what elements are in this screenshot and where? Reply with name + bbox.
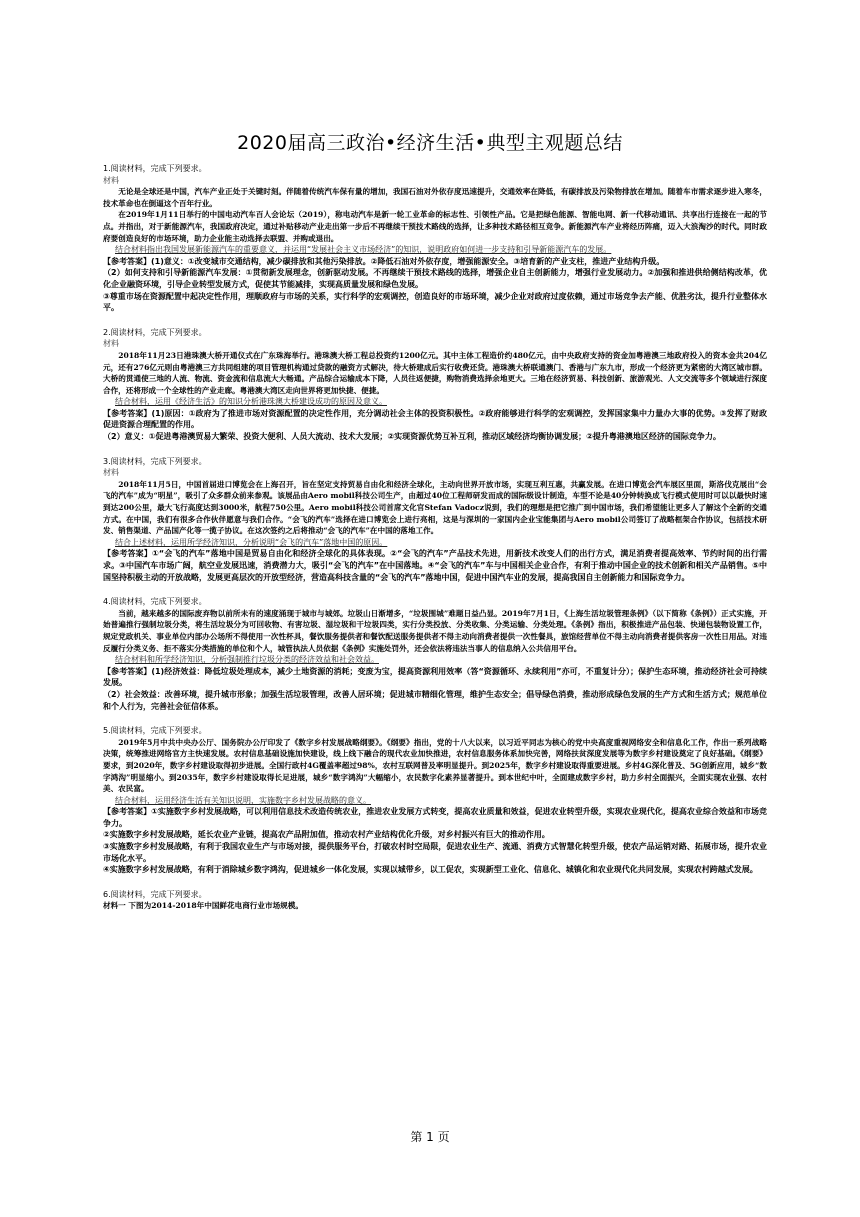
material-one-line: 材料一 下图为2014-2018年中国鲜花电商行业市场规模。 [103, 901, 303, 911]
answer-paragraph: （2）如何支持和引导新能源汽车发展：①贯彻新发展理念，创新驱动发展。不再继续干预技术路线的选择，增强企业自主创新能力，增强行业发展动力。②加强和推进供给侧结构改革，优化企业融资环境，引导企业转型发展方式，促使其节能减排，实现高质量发展和绿色发展。 [103, 268, 767, 289]
material-paragraph: 2018年11月5日，中国首届进口博览会在上海召开，旨在坚定支持贸易自由化和经济全球化，主动向世界开放市场，实现互利互惠，共赢发展。在进口博览会汽车展区里面，斯洛伐克展出“会飞的汽车”成为“明星”，吸引了众多群众前来参观。该展品由Aero mobil科技公司生产，由超过40位工程师研发而成的国际级设计制造，车型不论是40分钟转换成飞行模式使用时可以以最快时速到达200公里，最大飞行高度达到3000米，航程750公里。Aero mobil科技公司首席文化官Stefan Vadocz说到，我们的理想是把它推广到中国市场，我们希望能让更多人了解这个全新的交通方式。在中国，我们有很多合作伙伴愿意与我们合作。“会飞的汽车”选择在进口博览会上进行亮相，这是与深圳的一家国内企业宝能集团与Aero mobil公司签订了战略框架合作协议，包括技术研发、销售渠道、产品国产化等一揽子协议。在这次签约之后将推动“会飞的汽车”在中国的落地工作。 [103, 479, 767, 536]
document-body [103, 163, 767, 925]
answer-paragraph: （2）意义：①促进粤港澳贸易大繁荣、投资大便利、人员大流动、技术大发展；②实现资源优势互补互利，推动区域经济均衡协调发展；②提升粤港澳地区经济的国际竞争力。 [103, 432, 721, 442]
answer-paragraph: ③尊重市场在资源配置中起决定性作用，理顺政府与市场的关系，实行科学的宏观调控，创造良好的市场环境，减少企业对政府过度依赖，通过市场竞争去产能、优胜劣汰，提升行业整体水平。 [103, 291, 767, 313]
question-intro: 4.阅读材料，完成下列要求。 [103, 597, 207, 607]
material-paragraph: 当前，越来越多的国际废弃物以前所未有的速度涌现于城市与城郊。垃圾山日渐增多，“垃圾围城”难题日益凸显。2019年7月1日，《上海生活垃圾管理条例》（以下简称《条例》）正式实施，开始普遍推行强制垃圾分类，将生活垃圾分为可回收物、有害垃圾、湿垃圾和干垃圾四类，实行分类投放、分类收集、分类运输、分类处理。《条例》指出，积极推进产品包装、快递包装物设置工作，规定党政机关、事业单位内部办公场所不得使用一次性杯具，餐饮服务提供者和餐饮配送服务提供者不得主动向消费者提供一次性餐具，旅馆经营单位不得主动向消费者提供客房一次性日用品。对违反履行分类义务、拒不落实分类措施的单位和个人，城管执法人员依据《条例》实施处罚外，还会依法将违法当事人的信息纳入公共信用平台。 [103, 608, 767, 653]
question-prompt: 结合材料和所学经济知识，分析强制推行垃圾分类的经济效益和社会效益。 [115, 655, 379, 665]
question-intro: 5.阅读材料，完成下列要求。 [103, 726, 207, 736]
question-prompt: 结合上述材料，运用所学经济知识，分析说明“会飞的汽车”落地中国的原因。 [115, 537, 388, 547]
answer-paragraph: ②实施数字乡村发展战略，延长农业产业链，提高农产品附加值，推动农村产业结构优化升级，对乡村振兴有巨大的推动作用。 [103, 830, 550, 840]
question-2 [103, 327, 767, 443]
question-6 [103, 889, 767, 912]
question-3 [103, 456, 767, 584]
question-intro: 6.阅读材料，完成下列要求。 [103, 889, 207, 899]
question-1 [103, 163, 767, 314]
answer-paragraph: 【参考答案】(1)原因：①政府为了推进市场对资源配置的决定性作用，充分调动社会主体的投资积极性。②政府能够进行科学的宏观调控，发挥国家集中力量办大事的优势。③发挥了财政促进资源合理配置的作用。 [103, 408, 767, 430]
question-prompt: 结合材料，运用经济生活有关知识说明，实施数字乡村发展战略的意义。 [115, 795, 371, 805]
question-prompt: 结合材料指出我国发展新能源汽车的重要意义，并运用“发展社会主义市场经济”的知识，说明政府如何进一步支持和引导新能源汽车的发展。 [115, 245, 612, 255]
material-paragraph: 无论是全球还是中国，汽车产业正处于关键时刻。伴随着传统汽车保有量的增加，我国石油对外依存度迅速提升，交通效率在降低，有碳排放及污染物排放在增加。随着车市需求逐步进入寒冬，技术革命也在倒逼这个百年行业。 [103, 187, 767, 208]
material-paragraph: 2018年11月23日港珠澳大桥开通仪式在广东珠海举行。港珠澳大桥工程总投资约1200亿元。其中主体工程造价约480亿元，由中央政府支持的资金加粤港澳三地政府投入的资本金共204亿元，还有276亿元则由粤港澳三方共同组建的项目管理机构通过贷款的融资方式解决，待大桥建成后实行收费还贷。港珠澳大桥联通澳门、香港与广东九市，形成一个经济更为紧密的大湾区城市群。大桥的贯通使三地的人流、物流、资金流和信息流大大畅通。产品综合运输成本下降，人员往返便捷，购物消费选择余地更大。三地在经济贸易、科技创新、旅游观光、人文交流等多个领域进行深度合作，还将形成一个全球性的产业走廊。粤港澳大湾区走向世界将更加快捷、便捷。 [103, 350, 767, 395]
answer-paragraph: 【参考答案】(1)经济效益：降低垃圾处理成本，减少土地资源的消耗；变废为宝，提高资源利用效率（答“资源循环、永续利用”亦可，不重复计分）；保护生态环境，推动经济社会可持续发展。 [103, 666, 767, 688]
question-4 [103, 596, 767, 712]
answer-paragraph: 【参考答案】①“会飞的汽车”落地中国是贸易自由化和经济全球化的具体表现。②“会飞的汽车”产品技术先进，用新技术改变人们的出行方式，满足消费者提高效率、节约时间的出行需求。③中国汽车市场广阔，航空业发展迅速，消费潜力大，吸引“会飞的汽车”在中国落地。④“会飞的汽车”车与中国相关企业合作，有利于推动中国企业的技术创新和相关产品销售。⑤中国坚持积极主动的开放战略，发展更高层次的开放型经济，营造高科技含量的“会飞的汽车”落地中国，促进中国汽车业的发展，提高我国自主创新能力和国际竞争力。 [103, 549, 767, 582]
material-label: 材料 [103, 175, 119, 185]
material-label: 材料 [103, 339, 119, 349]
question-prompt: 结合材料，运用《经济生活》的知识分析港珠澳大桥建设成功的原因及意义。 [115, 397, 387, 407]
answer-paragraph: ③实施数字乡村发展战略，有利于我国农业生产与市场对接，提供服务平台，打破农村时空局限，促进农业生产、流通、消费方式智慧化转型升级，使农产品运销对路、拓展市场，提升农业市场化水平。 [103, 842, 767, 863]
material-label: 材料 [103, 468, 119, 478]
document-title: 2020届高三政治•经济生活•典型主观题总结 [237, 132, 623, 154]
answer-paragraph: （2）社会效益：改善环境，提升城市形象；加强生活垃圾管理，改善人居环境；促进城市精细化管理，维护生态安全；倡导绿色消费，推动形成绿色发展的生产方式和生活方式；规范单位和个人行为，完善社会征信体系。 [103, 689, 767, 711]
answer-paragraph: 【参考答案】(1)意义：①改变城市交通结构，减少碳排放和其他污染排放。②降低石油对外依存度，增强能源安全。③培育新的产业支柱，推进产业结构升级。 [103, 256, 665, 266]
question-5 [103, 725, 767, 876]
answer-paragraph: ④实施数字乡村发展战略，有利于消除城乡数字鸿沟，促进城乡一体化发展，实现以城带乡，以工促农，实现新型工业化、信息化、城镇化和农业现代化共同发展，实现农村跨越式发展。 [103, 865, 758, 875]
page-number: 第 1 页 [410, 1130, 450, 1144]
question-intro: 3.阅读材料，完成下列要求。 [103, 456, 207, 466]
material-paragraph: 2019年5月中共中央办公厅、国务院办公厅印发了《数字乡村发展战略纲要》。《纲要》指出，党的十八大以来，以习近平同志为核心的党中央高度重视网络安全和信息化工作，作出一系列战略决策，统筹推进网络官方主快速发展。农村信息基础设施加快建设，线上线下融合的现代农业加快推进，农村信息服务体系加快完善，网络扶贫深度发展等为数字乡村建设奠定了良好基础。《纲要》要求，到2020年，数字乡村建设取得初步进展。全国行政村4G覆盖率超过98%，农村互联网普及率明显提升。到2025年，数字乡村建设取得重要进展。乡村4G深化普及、5G创新应用，城乡“数字鸿沟”明显缩小。到2035年，数字乡村建设取得长足进展，城乡“数字鸿沟”大幅缩小，农民数字化素养显著提升。到本世纪中叶，全面建成数字乡村，助力乡村全面振兴，全面实现农业强、农村美、农民富。 [103, 737, 767, 794]
question-intro: 1.阅读材料，完成下列要求。 [103, 164, 207, 173]
material-paragraph: 在2019年1月11日举行的中国电动汽车百人会论坛（2019），称电动汽车是新一轮工业革命的标志性、引领性产品。它是把绿色能源、智能电网、新一代移动通讯、共享出行连接在一起的节点。并指出，对于新能源汽车，我国政府决定，通过补贴移动产业走出第一步后不再继续干预技术路线的选择，让多种技术路径相互竞争。新能源汽车产业将经历阵痛，迈入大浪淘沙的时代。同时政府要创造良好的市场环境，助力企业能主动选择去联盟、并购或退出。 [103, 210, 767, 243]
question-intro: 2.阅读材料，完成下列要求。 [103, 327, 207, 337]
answer-paragraph: 【参考答案】①实施数字乡村发展战略，可以利用信息技术改造传统农业，推进农业发展方式转变，提高农业质量和效益，促进农业转型升级，实现农业现代化，提高农业综合效益和市场竞争力。 [103, 807, 767, 828]
